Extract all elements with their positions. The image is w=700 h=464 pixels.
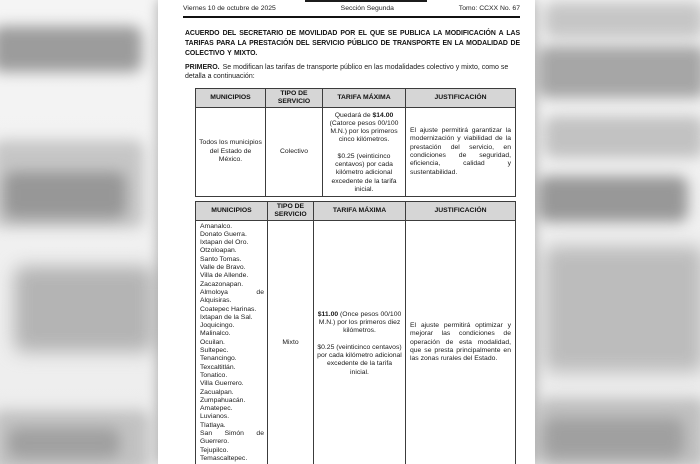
municipality-line: Villa de Allende.	[200, 272, 249, 280]
municipality-line: Villa Guerrero.	[200, 380, 244, 388]
document-page	[158, 0, 535, 464]
masthead-tome: Tomo: CCXX No. 67	[458, 5, 520, 12]
municipality-line: Ixtapan de la Sal.	[200, 313, 253, 321]
tarifa-additional: $0.25 (veinticinco centavos) por cada kilómetro adicional excedente de la tarifa inicial.	[317, 343, 402, 376]
municipality-line: Coatepec Harinas.	[200, 305, 257, 313]
cell-justificacion: El ajuste permitirá garantizar la modernización y viabilidad de la prestación del servicio, en condiciones de seguridad, eficiencia, calidad y sustentabilidad.	[406, 107, 516, 197]
header-justificacion: JUSTIFICACIÓN	[406, 202, 516, 221]
intro-paragraph	[185, 63, 520, 81]
municipality-line: Temascaltepec.	[200, 454, 248, 462]
cell-municipios: Todos los municipios del Estado de México.	[196, 107, 266, 197]
municipality-line: Tlatlaya.	[200, 421, 226, 429]
tarifa-amount: $14.00	[372, 111, 394, 119]
table-row	[196, 107, 516, 197]
backdrop-blob	[544, 116, 700, 158]
backdrop-blob	[544, 418, 684, 458]
municipality-line: Otzoloapan.	[200, 247, 237, 255]
cell-tarifa-maxima	[323, 107, 406, 197]
municipality-line: Ixtapan del Oro.	[200, 239, 249, 247]
cell-tipo-servicio: Mixto	[268, 220, 314, 464]
municipality-line: Valle de Bravo.	[200, 264, 246, 272]
municipality-line: Joquicingo.	[200, 322, 235, 330]
masthead-date: Viernes 10 de octubre de 2025	[183, 5, 276, 12]
municipality-line: Amatepec.	[200, 405, 233, 413]
intro-text: Se modifican las tarifas de transporte público en las modalidades colectivo y mixto, como se detalla a continuación:	[185, 64, 509, 80]
municipality-line: Tenancingo.	[200, 355, 237, 363]
intro-label: PRIMERO.	[185, 64, 220, 71]
backdrop-blob	[544, 246, 700, 372]
header-municipios: MUNICIPIOS	[196, 89, 266, 108]
cell-municipios	[196, 220, 268, 464]
municipality-line: Tonatico.	[200, 371, 228, 379]
header-tarifa-maxima: TARIFA MÁXIMA	[323, 89, 406, 108]
tarifa-initial: Quedará de $14.00 (Catorce pesos 00/100 M.N.) por los primeros cinco kilómetros.	[329, 111, 399, 144]
municipality-line: Texcaltitlán.	[200, 363, 236, 371]
municipality-line: Sultepec.	[200, 347, 229, 355]
header-municipios: MUNICIPIOS	[196, 202, 268, 221]
backdrop-blob	[544, 2, 700, 38]
table-header-row	[196, 202, 516, 221]
municipality-line: Almoloya de Alquisiras.	[200, 288, 264, 305]
table-header-row	[196, 89, 516, 108]
header-tipo-servicio: TIPO DE SERVICIO	[268, 202, 314, 221]
municipality-line: Tejupilco.	[200, 446, 229, 454]
backdrop-blob	[4, 172, 126, 218]
backdrop-blob	[538, 46, 700, 98]
header-tipo-servicio: TIPO DE SERVICIO	[266, 89, 323, 108]
municipality-line: Santo Tomas.	[200, 255, 242, 263]
tarifa-additional: $0.25 (veinticinco centavos) por cada kilómetro adicional excedente de la tarifa inicial.	[331, 152, 397, 193]
cell-tarifa-maxima	[314, 220, 406, 464]
header-tarifa-maxima: TARIFA MÁXIMA	[314, 202, 406, 221]
cell-justificacion: El ajuste permitirá optimizar y mejorar las condiciones de operación de esta modalidad, que se presta principalmente en las zonas rurales del Estado.	[406, 220, 516, 464]
cell-tipo-servicio: Colectivo	[266, 107, 323, 197]
tariff-table-mixto	[195, 201, 516, 464]
header-justificacion: JUSTIFICACIÓN	[406, 89, 516, 108]
document-title: ACUERDO DEL SECRETARIO DE MOVILIDAD POR EL QUE SE PUBLICA LA MODIFICACIÓN A LAS TARIFAS PARA LA PRESTACIÓN DEL SERVICIO PÚBLICO DE TRANSPORTE EN LA MODALIDAD DE COLECTIVO Y MIXTO.	[185, 30, 520, 57]
backdrop-blob	[538, 176, 688, 222]
municipality-line: Zacazonapan.	[200, 280, 244, 288]
municipality-line: Amanalco.	[200, 222, 233, 230]
cropped-banner-edge	[305, 0, 427, 2]
tarifa-initial: $11.00 (Once pesos 00/100 M.N.) por los primeros diez kilómetros.	[317, 310, 402, 335]
table-row	[196, 220, 516, 464]
backdrop-blob	[0, 26, 142, 72]
municipality-line: Zacualpan.	[200, 388, 234, 396]
municipality-line: Zumpahuacán.	[200, 396, 246, 404]
tariff-table-colectivo	[195, 88, 516, 197]
municipality-line: Ocuilan.	[200, 338, 225, 346]
masthead	[183, 4, 520, 13]
backdrop-blob	[14, 266, 154, 352]
municipality-line: Luvianos.	[200, 413, 230, 421]
tarifa-amount: $11.00	[317, 310, 339, 318]
municipality-line: Malinalco.	[200, 330, 231, 338]
backdrop-blob	[8, 428, 120, 458]
masthead-section: Sección Segunda	[340, 5, 394, 12]
municipality-line: San Simón de Guerrero.	[200, 430, 264, 446]
municipality-line: Donato Guerra.	[200, 230, 247, 238]
masthead-rule	[183, 16, 520, 18]
